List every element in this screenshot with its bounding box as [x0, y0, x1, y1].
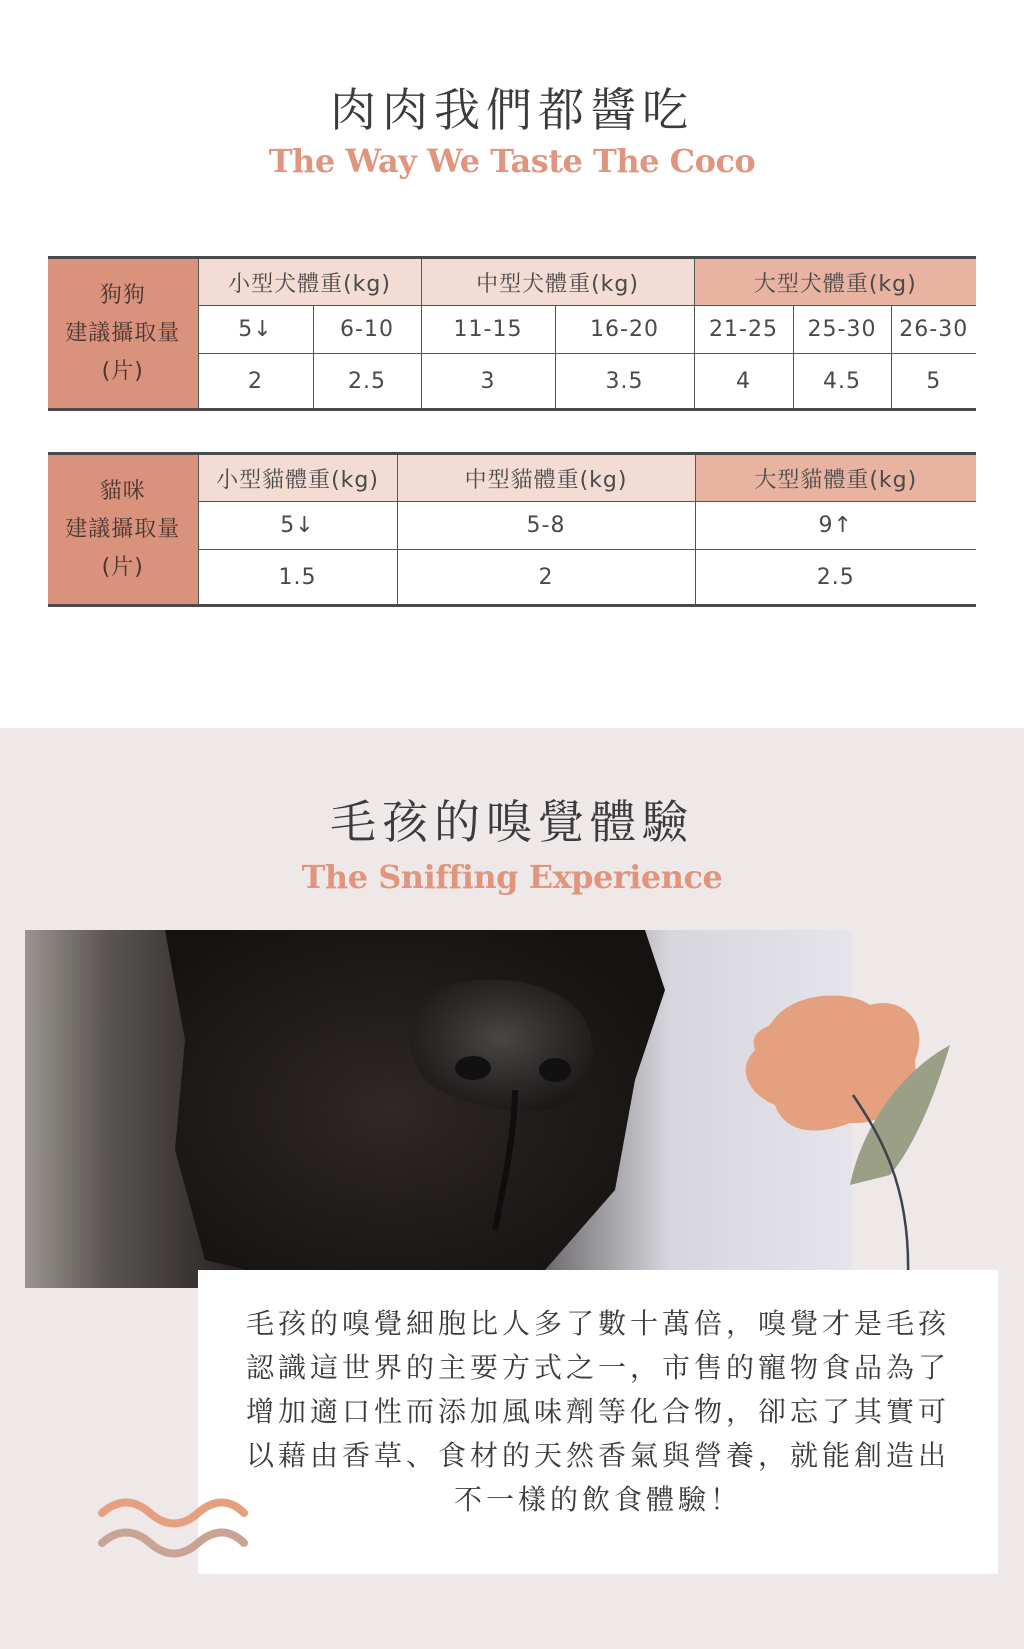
dog-weight-cell: 5↓	[198, 306, 313, 354]
dog-amount-cell: 3	[421, 354, 555, 410]
dog-group-large: 大型犬體重(kg)	[694, 258, 976, 306]
cat-label-line2: 建議攝取量	[65, 516, 181, 542]
dog-row-label	[48, 258, 198, 410]
dog-nose-photo	[25, 930, 852, 1288]
flower-decoration	[730, 985, 960, 1275]
dog-feeding-table	[48, 256, 976, 411]
dog-weight-cell: 6-10	[313, 306, 421, 354]
cat-group-small: 小型貓體重(kg)	[198, 454, 397, 502]
sniffing-title-en: The Sniffing Experience	[301, 858, 723, 896]
dog-amount-cell: 5	[891, 354, 976, 410]
dog-amount-cell: 4	[694, 354, 793, 410]
dog-label-line2: 建議攝取量	[65, 320, 181, 346]
cat-label-line3: (片)	[101, 554, 144, 580]
dog-label-line3: (片)	[101, 358, 144, 384]
section-title-en: The Way We Taste The Coco	[268, 142, 756, 180]
cat-amount-cell: 2.5	[695, 550, 976, 606]
cat-weight-cell: 5↓	[198, 502, 397, 550]
cat-amount-cell: 1.5	[198, 550, 397, 606]
cat-amount-cell: 2	[397, 550, 695, 606]
dog-amount-cell: 3.5	[555, 354, 694, 410]
cat-feeding-table	[48, 452, 976, 607]
cat-weight-cell: 9↑	[695, 502, 976, 550]
dog-group-small: 小型犬體重(kg)	[198, 258, 421, 306]
dog-weight-cell: 11-15	[421, 306, 555, 354]
dog-amount-cell: 4.5	[793, 354, 891, 410]
cat-weight-cell: 5-8	[397, 502, 695, 550]
cat-group-large: 大型貓體重(kg)	[695, 454, 976, 502]
dog-weight-cell: 21-25	[694, 306, 793, 354]
description-paragraph: 毛孩的嗅覺細胞比人多了數十萬倍，嗅覺才是毛孩認識這世界的主要方式之一，市售的寵物食品為了增加適口性而添加風味劑等化合物，卻忘了其實可以藉由香草、食材的天然香氣與營養，就能創造出不一樣的飲食體驗！	[245, 1307, 950, 1516]
dog-weight-cell: 25-30	[793, 306, 891, 354]
dog-group-medium: 中型犬體重(kg)	[421, 258, 694, 306]
cat-row-label	[48, 454, 198, 606]
cat-label-line1: 貓咪	[99, 478, 146, 504]
dog-weight-cell: 26-30	[891, 306, 976, 354]
dog-nose-illustration	[25, 930, 852, 1288]
description-box	[198, 1270, 998, 1574]
section-title-cn: 肉肉我們都醬吃	[330, 83, 694, 137]
cat-group-medium: 中型貓體重(kg)	[397, 454, 695, 502]
dog-amount-cell: 2.5	[313, 354, 421, 410]
dog-weight-cell: 16-20	[555, 306, 694, 354]
dog-label-line1: 狗狗	[99, 282, 146, 308]
sniffing-title-cn: 毛孩的嗅覺體驗	[330, 795, 694, 849]
wave-decoration	[98, 1495, 248, 1565]
dog-amount-cell: 2	[198, 354, 313, 410]
